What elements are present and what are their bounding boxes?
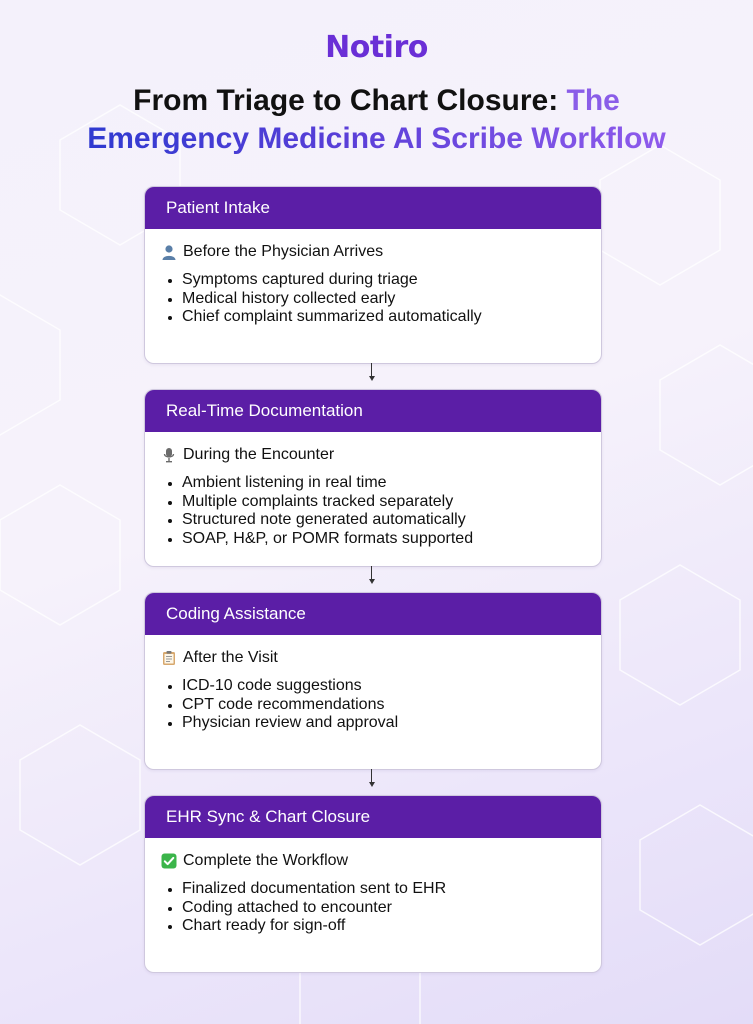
step-card-coding-assistance [144, 592, 602, 770]
step-subtitle-row [161, 850, 585, 872]
arrow-connector [371, 769, 373, 787]
title-part-1: From Triage to Chart Closure: [133, 84, 567, 117]
microphone-icon [161, 447, 177, 463]
clipboard-icon [161, 650, 177, 666]
step-subtitle-row [161, 241, 585, 263]
checkmark-icon [161, 853, 177, 869]
step-card-patient-intake [144, 186, 602, 364]
list-item: CPT code recommendations [161, 696, 585, 715]
list-item: Multiple complaints tracked separately [161, 493, 585, 512]
list-item: Structured note generated automatically [161, 511, 585, 530]
brand-logo: Notiro [325, 30, 428, 65]
step-title: Patient Intake [145, 187, 601, 229]
step-subtitle-row [161, 444, 585, 466]
arrow-connector [371, 566, 373, 584]
list-item: Chart ready for sign-off [161, 917, 585, 936]
step-subtitle: During the Encounter [183, 446, 335, 463]
list-item: Coding attached to encounter [161, 899, 585, 918]
step-subtitle: After the Visit [183, 649, 278, 666]
page-title [0, 82, 753, 158]
step-bullet-list [161, 474, 585, 548]
arrow-connector [371, 363, 373, 381]
list-item: Symptoms captured during triage [161, 271, 585, 290]
step-title: Coding Assistance [145, 593, 601, 635]
step-bullet-list [161, 271, 585, 327]
list-item: Physician review and approval [161, 714, 585, 733]
step-bullet-list [161, 677, 585, 733]
step-card-ehr-sync [144, 795, 602, 973]
list-item: Chief complaint summarized automatically [161, 308, 585, 327]
step-subtitle: Complete the Workflow [183, 852, 349, 869]
step-title: Real-Time Documentation [145, 390, 601, 432]
step-title: EHR Sync & Chart Closure [145, 796, 601, 838]
list-item: Ambient listening in real time [161, 474, 585, 493]
list-item: Medical history collected early [161, 290, 585, 309]
step-card-real-time-documentation [144, 389, 602, 567]
person-icon [161, 244, 177, 260]
list-item: ICD-10 code suggestions [161, 677, 585, 696]
title-part-3: Emergency Medicine AI Scribe Workflow [87, 122, 666, 155]
list-item: Finalized documentation sent to EHR [161, 880, 585, 899]
step-subtitle: Before the Physician Arrives [183, 243, 384, 260]
step-subtitle-row [161, 647, 585, 669]
list-item: SOAP, H&P, or POMR formats supported [161, 530, 585, 549]
title-part-2: The [566, 84, 620, 117]
step-bullet-list [161, 880, 585, 936]
